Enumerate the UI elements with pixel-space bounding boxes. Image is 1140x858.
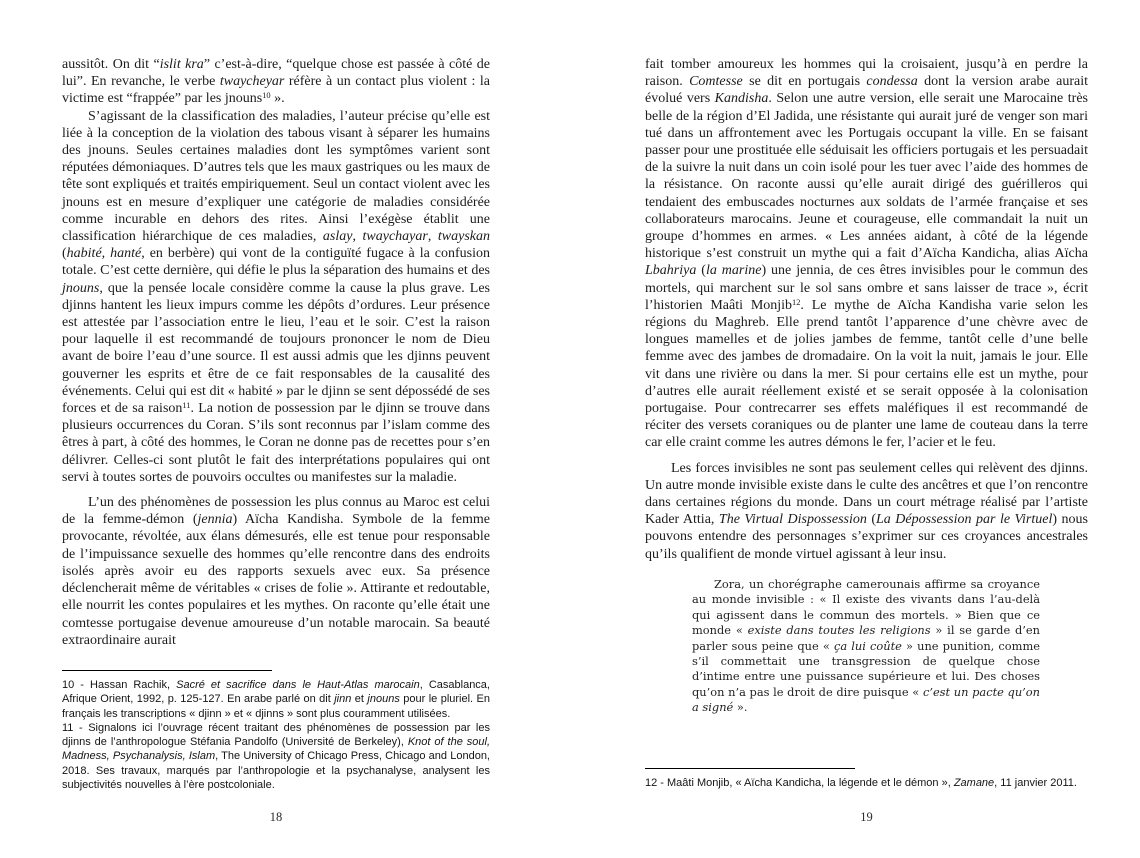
footnote-separator [62, 670, 272, 671]
page-number-19: 19 [860, 810, 873, 824]
footnote-separator [645, 768, 855, 769]
paragraph: aussitôt. On dit “islit kra” c’est-à-dire, “quelque chose est passée à côté de lui”. En revanche, le verbe twaycheyar réfère à un contact plus violent : la victime est “frappée” par les jnouns$^{10}$ ». [62, 57, 490, 107]
left-page-body [62, 56, 490, 649]
footnote-10: 10 - Hassan Rachik, Sacré et sacrifice dans le Haut-Atlas marocain, Casablanca, Afrique Orient, 1992, p. 125-127. En arabe parlé on dit jinn et jnouns pour le pluriel. En français les transcriptions « djinn » et « djinns » sont plus couramment utilisées. [62, 679, 490, 720]
left-page-footnotes [62, 670, 490, 792]
block-quote: Zora, un chorégraphe camerounais affirme sa croyance au monde invisible : « Il existe des vivants dans l’au-delà qui agissent dans le commun des mortels. » Bien que ce monde « existe dans toutes les religions » il se garde d’en parler sous peine que « ça lui coûte » une punition, comme s’il commettait une transgression de quelque chose d’intime entre une puissance supérieure et lui. Des choses qu’on n’a pas le droit de dire puisque « c’est un pacte qu’on a signé ». [692, 576, 1040, 715]
paragraph: S’agissant de la classification des maladies, l’auteur précise qu’elle est liée à la conception de la violation des tabous visant à séparer les humains des jnouns. Seules certaines maladies dont les symptômes varient sont réputées démoniaques. D’autres tels que les maux gastriques ou les maux de tête sont expliqués et traités empiriquement. Seul un contact violent avec les jnouns est en mesure d’expliquer une catégorie de maladies considérée comme incurable en dehors des rites. Ainsi l’exégèse établit une classification hiérarchique de ces maladies, aslay, twaychayar, twayskan (habité, hanté, en berbère) qui vont de la contiguïté fugace à la confusion totale. C’est cette dernière, qui défie le plus la séparation des humains et des jnouns, que la pensée locale considère comme la cause la plus grave. Les djinns hantent les lieux impurs comme les dépôts d’ordures. Leur présence est attestée par l’association entre le lieu, l’eau et le soir. C’est la raison pour laquelle il est recommandé de toujours prononcer le nom de Dieu avant de boire l’eau d’une source. Il est aussi admis que les djinns peuvent gouverner les esprits et être de ce fait responsables de la causalité des événements. Celui qui est dit « habité » par le djinn se sent dépossédé de ses forces et de sa raison$^{11}$. La notion de possession par le djinn se trouve dans plusieurs occurrences du Coran. S’ils sont reconnus par l’islam comme des êtres à part, à côté des hommes, le Coran ne donne pas de recettes pour s’en délivrer. Celles-ci sont plutôt le fait des interprétations populaires qui ont servi à toutes sortes de pouvoirs occultes ou manifestes sur la maladie. [62, 108, 490, 485]
right-page-footnotes [645, 768, 1088, 790]
left-page [62, 0, 490, 858]
footnote-11: 11 - Signalons ici l’ouvrage récent traitant des phénomènes de possession par les djinns de l’anthropologue Stéfania Pandolfo (Université de Berkeley), Knot of the soul, Madness, Psychanalysis, Islam, The University of Chicago Press, Chicago and London, 2018. Ses travaux, marqués par l’anthropologie et la psychanalyse, analysent les subjectivités nouvelles à l’ère postcoloniale. [62, 721, 490, 792]
paragraph: fait tomber amoureux les hommes qui la croisaient, jusqu’à en perdre la raison. Comtesse se dit en portugais condessa dont la version arabe aurait évolué vers Kandisha. Selon une autre version, elle serait une Marocaine très belle de la région d’El Jadida, une résistante qui aurait juré de venger son mari tué dans un affrontement avec les Portugais occupant la ville. En se faisant passer pour une prostituée elle séduisait les officiers portugais et les persuadait de la suivre la nuit dans un coin isolé pour les tuer avec l’aide des hommes de la résistance. On raconte aussi qu’elle aurait dirigé des guérilleros qui tendaient des embuscades nocturnes aux soldats de l’armée française et ses collaborateurs marocains. Jeune et courageuse, elle commandait la nuit un groupe d’hommes en armes. « Les années aidant, à côté de la légende historique s’est construit un mythe qui a fait d’Aïcha Kandicha, alias Aïcha Lbahriya (la marine) une jennia, de ces êtres invisibles pour le commun des mortels, qui marchent sur le sol sans ombre et sans laisser de trace », écrit l’historien Maâti Monjib$^{12}$. Le mythe de Aïcha Kandisha varie selon les régions du Maghreb. Elle prend tantôt l’apparence d’une chèvre avec de longues mamelles et de jolies jambes de femme, tantôt celle d’une belle femme avec des jambes de dromadaire. On la voit la nuit, jamais le jour. Elle vit dans une rivière ou dans la mer. Si pour certains elle est un mythe, pour d’autres elle aurait réellement existé et se serait opposée à la colonisation portugaise. Pour contrecarrer ses effets maléfiques il est recommandé de réciter des versets coraniques ou de planter une lame de couteau dans la terre car elle craint comme les autres démons le fer, l’acier et le feu. [645, 57, 1088, 451]
footnote-12: 12 - Maâti Monjib, « Aïcha Kandicha, la légende et le démon », Zamane, 11 janvier 2011. [645, 777, 1077, 789]
page-number-18: 18 [269, 810, 283, 824]
paragraph: Les forces invisibles ne sont pas seulement celles qui relèvent des djinns. Un autre monde invisible existe dans le culte des ancêtres et que l’on rencontre dans certaines régions du monde. Dans un court métrage réalisé par l’artiste Kader Attia, The Virtual Dispossession (La Dépossession par le Virtuel) nous pouvons entendre des personnages s’exprimer sur ces croyances ancestrales qu’ils qualifient de monde virtuel agissant à leur insu. [645, 460, 1088, 562]
right-page [645, 0, 1088, 858]
paragraph: L’un des phénomènes de possession les plus connus au Maroc est celui de la femme-démon (jennia) Aïcha Kandisha. Symbole de la femme provocante, révoltée, aux élans démesurés, elle est tenue pour responsable de l’impuissance sexuelle des hommes qu’elle rencontre dans des endroits isolés après avoir eu des rapports sexuels avec eux. Sa présence déclencherait même de véritables « crises de folie ». Attirante et redoutable, elle nourrit les contes populaires et les mythes. On raconte qu’elle était une comtesse portugaise devenue amoureuse d’un notable marocain. Sa beauté extraordinaire aurait [62, 495, 490, 648]
right-page-body [645, 56, 1088, 716]
